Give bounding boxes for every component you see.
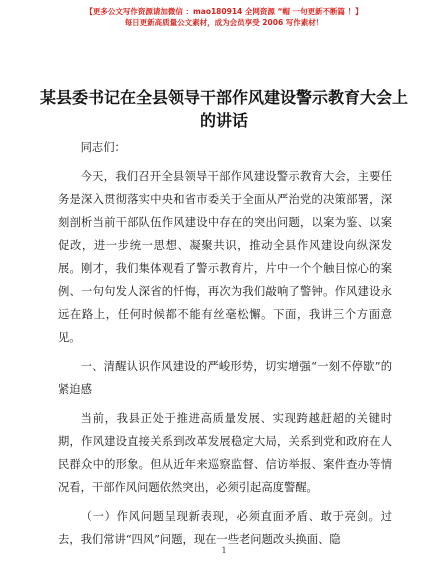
banner-line-1[interactable]: 【更多公文写作资源请加微信 ：mao180914 全网资源 “帽 一句更新不断篇 ！】 (85, 7, 363, 16)
paragraph-intro: 今天，我们召开全县领导干部作风建设警示教育大会，主要任务是深入贯彻落实中央和省市委关于全面从严治党的决策部署，深刻剖析当前干部队伍作风建设中存在的突出问题，以案为鉴、以案促改，进一步统一思想、凝聚共识，推动全县作风建设向纵深发展。刚才，我们集体观看了警示教育片，片中一个个触目惊心的案例、一句句发人深省的忏悔，再次为我们敲响了警钟。作风建设永远在路上，任何时候都不能有丝毫松懈。下面，我讲三个方面意见。 (58, 170, 392, 344)
greeting: 同志们： (80, 141, 126, 154)
paragraph-situation: 当前，我县正处于推进高质量发展、实现跨越赶超的关键时期，作风建设直接关系到改革发展稳定大局，关系到党和政府在人民群众中的形象。但从近年来巡察监督、信访举报、案件查办等情况看，干部作风问题依然突出，必须引起高度警醒。 (58, 412, 392, 494)
document-title: 某县委书记在全县领导干部作风建设警示教育大会上的讲话 (40, 88, 409, 130)
banner-line-2[interactable]: 每日更新高质量公文素材，成为会员享受 2006 写作素材！ (124, 18, 324, 27)
page-number: 1 (221, 546, 227, 555)
section-heading-1: 一、清醒认识作风建设的严峻形势，切实增强“一刻不停歇”的紧迫感 (58, 360, 392, 396)
promo-banner (0, 6, 448, 28)
paragraph-subsection-1: （一）作风问题呈现新表现，必须直面矛盾、敢于亮剑。过去，我们常讲“四风”问题，现在一些老问题改头换面、隐 (58, 510, 392, 546)
document-body (58, 136, 392, 551)
